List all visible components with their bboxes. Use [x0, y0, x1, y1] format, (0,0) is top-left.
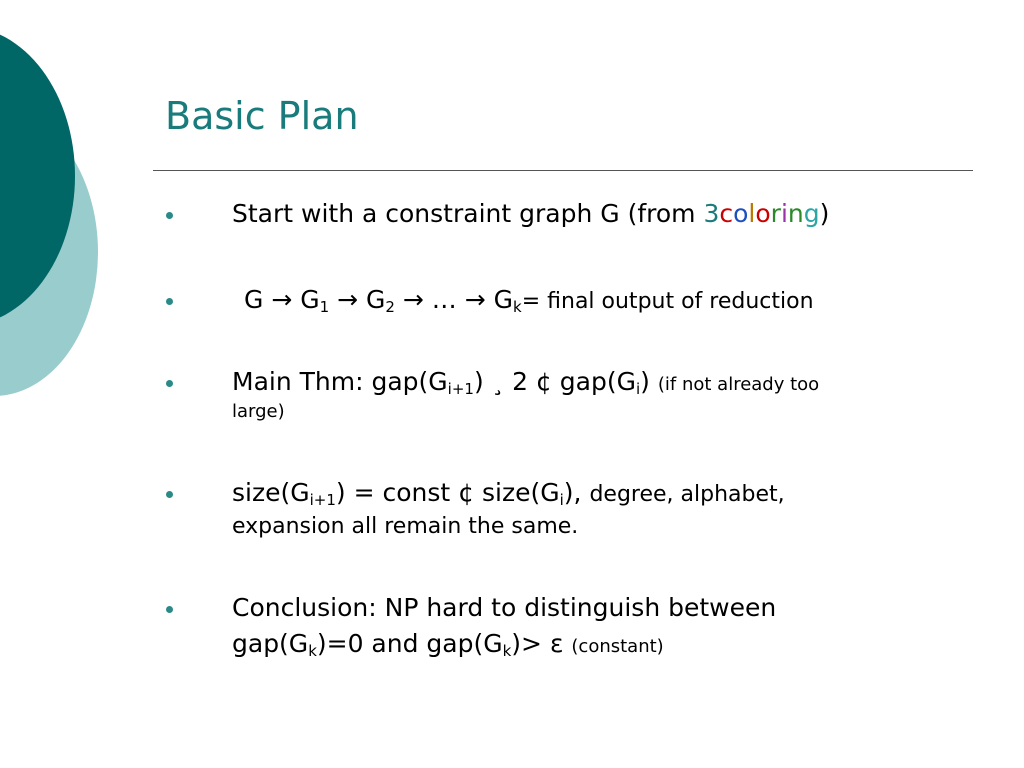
bullet-3-note: (if not already too [657, 374, 820, 395]
bullet-5-line1: Conclusion: NP hard to distinguish between [232, 593, 777, 622]
subscript: i+1 [309, 491, 336, 509]
graph-g: G [244, 285, 264, 314]
coloring-char: n [787, 199, 804, 228]
coloring-char: 3 [703, 199, 720, 228]
slide-title: Basic Plan [165, 94, 359, 138]
bullet-dot [166, 606, 173, 613]
bullet-dot [166, 298, 173, 305]
coloring-char: c [719, 199, 734, 228]
graph-g2: G [366, 285, 386, 314]
bullet-text-4 [232, 476, 952, 512]
bullet-3-mid: ) ¸ 2 ¢ gap(G [473, 367, 636, 396]
subscript: i+1 [447, 380, 474, 398]
subscript: i [559, 491, 564, 509]
title-divider [153, 170, 973, 171]
bullet-3-post: ) [640, 367, 650, 396]
bullet-text-2 [244, 283, 964, 319]
bullet-5-mid: )=0 and gap(G [316, 629, 503, 658]
bullet-dot [166, 380, 173, 387]
bullet-4-post: ), [563, 478, 582, 507]
coloring-char: o [755, 199, 771, 228]
bullet-text-5-line2 [232, 627, 952, 664]
subscript: i [635, 380, 641, 398]
bullet-5-note: (constant) [571, 636, 664, 657]
subscript: 1 [319, 298, 330, 316]
bullet-3-note-line2: large) [232, 401, 285, 422]
bullet-4-line2: expansion all remain the same. [232, 514, 579, 539]
coloring-char: l [748, 199, 756, 228]
subscript: k [308, 642, 317, 660]
bullet-4-small: degree, alphabet, [589, 482, 785, 507]
bullet-1-text: Start with a constraint graph G (from [232, 199, 704, 228]
graph-g1: G [300, 285, 320, 314]
epsilon-symbol: ε [549, 629, 564, 658]
bullet-1-close: ) [819, 199, 830, 228]
arrow-right-icon: → [464, 285, 486, 314]
subscript: k [513, 298, 522, 316]
bullet-2-tail: = final output of reduction [521, 289, 814, 314]
bullet-4-mid: ) = const ¢ size(G [335, 478, 560, 507]
coloring-char: g [803, 199, 820, 228]
bullet-dot [166, 212, 173, 219]
bullet-text-3 [232, 365, 952, 402]
arrow-right-icon: → [337, 285, 359, 314]
bullet-dot [166, 491, 173, 498]
coloring-char: o [733, 199, 749, 228]
ellipsis: … [431, 285, 457, 314]
arrow-right-icon: → [402, 285, 424, 314]
bullet-text-1 [232, 197, 952, 231]
bullet-4-pre: size(G [232, 478, 310, 507]
arrow-right-icon: → [271, 285, 293, 314]
bullet-5-pre: gap(G [232, 629, 309, 658]
bullet-3-pre: Main Thm: gap(G [232, 367, 448, 396]
subscript: 2 [385, 298, 395, 316]
graph-gk: G [493, 285, 514, 314]
coloring-char: i [780, 199, 788, 228]
subscript: k [502, 642, 512, 660]
coloring-char: r [770, 199, 781, 228]
bullet-5-post: )> [511, 629, 550, 658]
